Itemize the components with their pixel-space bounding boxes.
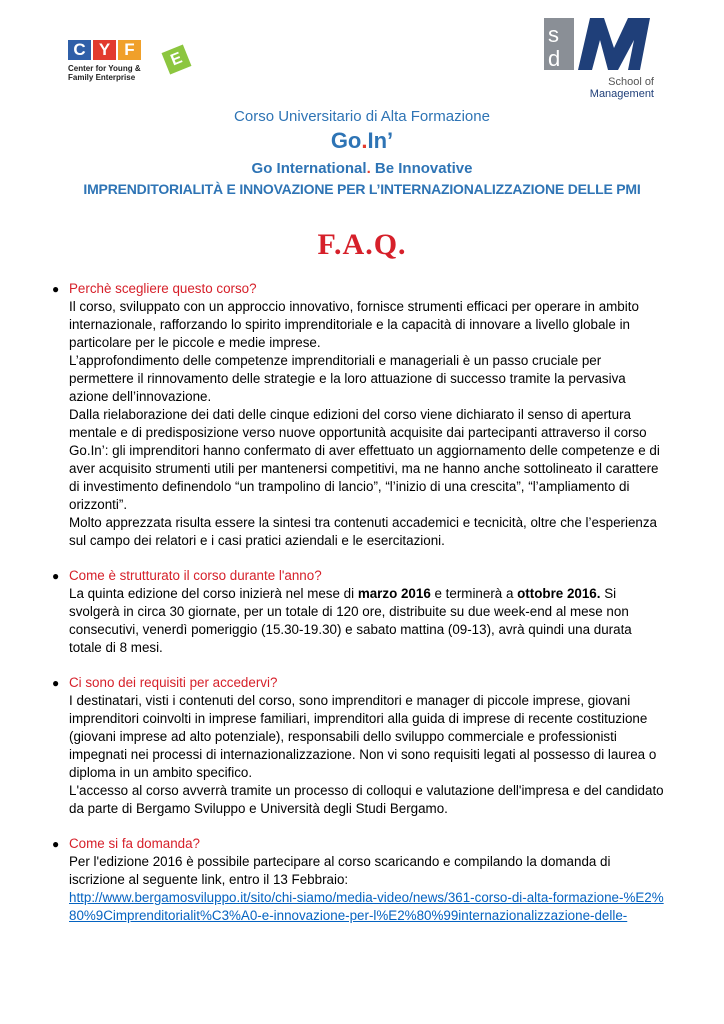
bullet-icon: ● bbox=[52, 282, 60, 296]
faq-question: Come è strutturato il corso durante l'anno? bbox=[69, 568, 322, 583]
faq-item bbox=[48, 835, 668, 925]
course-title bbox=[0, 128, 724, 154]
faq-item bbox=[48, 280, 668, 550]
bullet-icon: ● bbox=[52, 569, 60, 583]
start-date: marzo 2016 bbox=[357, 586, 431, 601]
answer-text: e terminerà a bbox=[430, 586, 518, 601]
faq-question: Come si fa domanda? bbox=[69, 836, 201, 851]
cyfe-letter-e-badge: E bbox=[162, 45, 192, 75]
cyfe-letter-y: Y bbox=[93, 40, 116, 60]
title-part-a: Go bbox=[330, 128, 362, 153]
svg-text:s: s bbox=[548, 22, 559, 47]
answer-paragraph: L’approfondimento delle competenze imprenditoriali e manageriali è un passo cruciale per permettere il rinnovamento delle strategie e la loro attuazione di successo tramite la pervasiva azione dell’innovazione. bbox=[69, 353, 626, 404]
som-text-bold: Management bbox=[589, 88, 654, 100]
answer-paragraph: I destinatari, visti i contenuti del corso, sono imprenditori e manager di piccole imprese, giovani imprenditori coinvolti in imprese familiari, imprenditori alla guida di imprese di recente costituzione (giovani imprese ad alto potenziale), responsabili dello sviluppo commerciale e professionisti impegnati nei processi di internazionalizzazione. Non vi sono requisiti legati al possesso di laurea o diploma in un ambito specifico. bbox=[69, 693, 657, 780]
som-logo bbox=[542, 14, 654, 100]
svg-text:d: d bbox=[548, 46, 561, 71]
som-text-prefix: School of bbox=[608, 76, 654, 88]
som-logo-text bbox=[542, 76, 654, 100]
answer-paragraph: Il corso, sviluppato con un approccio innovativo, fornisce strumenti efficaci per operare in ambito internazionale, rafforzando lo spirito imprenditoriale e la capacità di innovare a livello globale in particolare per le piccole e medie imprese. bbox=[69, 299, 639, 350]
faq-answer bbox=[69, 853, 668, 925]
tagline-part-b: Be Innovative bbox=[370, 160, 473, 177]
title-part-b: In’ bbox=[367, 128, 394, 153]
faq-heading: F.A.Q. bbox=[317, 228, 407, 261]
som-logo-mark bbox=[542, 14, 654, 74]
answer-text: Si svolgerà in circa 30 giornate, per un totale di 120 ore, distribuite su due week-end al mese non consecutivi, venerdì pomeriggio (15.30-19.30) e sabato mattina (09-13), avrà quindi una durata totale di 8 mesi. bbox=[69, 586, 632, 655]
cyfe-logo bbox=[68, 40, 198, 100]
answer-paragraph: Per l'edizione 2016 è possibile partecipare al corso scaricando e compilando la domanda di iscrizione al seguente link, entro il 13 Febbraio: bbox=[69, 854, 611, 887]
tagline-part-a: Go International bbox=[251, 160, 367, 177]
bullet-icon: ● bbox=[52, 837, 60, 851]
cyfe-caption-line1: Center for Young & bbox=[68, 64, 141, 73]
faq-item bbox=[48, 567, 668, 657]
course-heading: Corso Universitario di Alta Formazione bbox=[234, 108, 490, 125]
course-subtitle: IMPRENDITORIALITÀ E INNOVAZIONE PER L’INTERNAZIONALIZZAZIONE DELLE PMI bbox=[83, 181, 641, 197]
course-tagline bbox=[0, 160, 724, 177]
faq-answer bbox=[69, 585, 668, 657]
tagline-dot: . bbox=[366, 160, 371, 177]
cyfe-letter-f: F bbox=[118, 40, 141, 60]
faq-item bbox=[48, 674, 668, 818]
bullet-icon: ● bbox=[52, 676, 60, 690]
cyfe-letter-c: C bbox=[68, 40, 91, 60]
answer-paragraph: L'accesso al corso avverrà tramite un processo di colloqui e valutazione dell'impresa e del candidato da parte di Bergamo Sviluppo e Università degli Studi Bergamo. bbox=[69, 783, 664, 816]
application-link[interactable]: http://www.bergamosviluppo.it/sito/chi-siamo/media-video/news/361-corso-di-alta-formazione-%E2%80%9Cimprenditorialit%C3%A0-e-innovazione-per-l%E2%80%99internazionalizzazione-delle- bbox=[69, 890, 664, 923]
faq-list bbox=[48, 280, 668, 942]
answer-paragraph bbox=[69, 585, 668, 657]
answer-text: La quinta edizione del corso inizierà nel mese di bbox=[69, 586, 358, 601]
answer-paragraph: Dalla rielaborazione dei dati delle cinque edizioni del corso viene dichiarato il senso di apertura mentale e di predisposizione verso nuove opportunità acquisite dai partecipanti attraverso il corso Go.In’: gli imprenditori hanno confermato di aver effettuato un aggiornamento delle competenze e di aver acquisito strumenti utili per mantenersi competitivi, ma ne hanno anche sottolineato il carattere di investimento definendolo “un trampolino di lancio”, “l’inizio di una crescita”, “l’ampliamento di orizzonti”. bbox=[69, 407, 660, 512]
answer-paragraph: Molto apprezzata risulta essere la sintesi tra contenuti accademici e tecnicità, oltre che l’esperienza sul campo dei relatori e i casi pratici aziendali e le esercitazioni. bbox=[69, 515, 657, 548]
title-dot: . bbox=[361, 128, 368, 153]
faq-answer bbox=[69, 692, 668, 818]
cyfe-caption-line2: Family Enterprise bbox=[68, 73, 136, 82]
end-date: ottobre 2016. bbox=[517, 586, 601, 601]
faq-question: Perchè scegliere questo corso? bbox=[69, 281, 257, 296]
faq-answer bbox=[69, 298, 668, 550]
faq-question: Ci sono dei requisiti per accedervi? bbox=[69, 675, 278, 690]
